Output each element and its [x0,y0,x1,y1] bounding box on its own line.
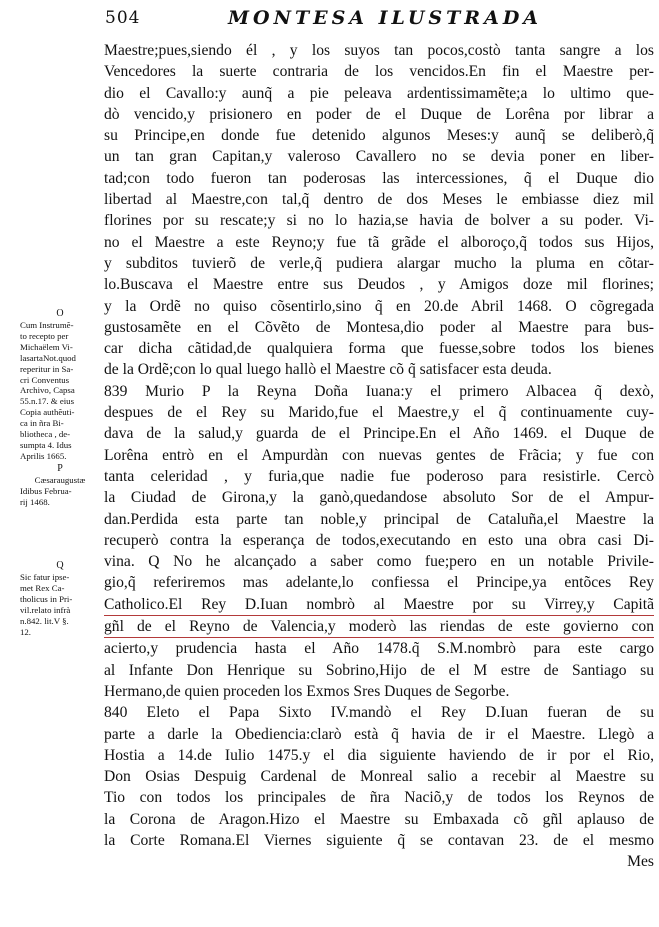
note-line: 55.n.17. & eius [20,396,75,407]
text-line: y la Ordẽ no quiso cõsentirlo,sino q̃ en 20.de Abril 1468. O cõgregada [104,297,654,315]
note-line: sumpta 4. Idus [20,439,72,450]
note-line: 12. [20,626,31,637]
text-line: dava de la salud,y guarda de el Principe.En el Año 1469. el Duque de [104,425,654,443]
text-line: acierto,y prudencia hasta el Año 1478.q̃ S.M.nombrò para este cargo [104,640,654,658]
note-line: ca in ñra Bi- [20,418,64,429]
margin-note-q [20,560,100,637]
catchword: Mes [627,853,654,871]
note-marker: O [56,308,64,319]
note-marker: Q [56,560,64,571]
note-line: Copia authẽuti- [20,407,75,418]
text-line: Don Osias Despuig Cardenal de Monreal salio a recebir al Maestre su [104,768,654,786]
text-line: parte a darle la Obediencia:clarò està q̃ havia de ir el Maestre. Llegò a [104,725,654,743]
page-number: 504 [105,8,141,28]
text-line: dio el Cavallo:y aunq̃ a pie peleava ardentissimamẽte;a lo ultimo que- [104,84,654,102]
text-line: de la Ordẽ;con lo qual luego hallò el Maestre cõ q̃ satisfacer esta deuda. [104,361,552,379]
note-line: n.842. lit.V §. [20,615,69,626]
text-line: gio,q̃ referiremos mas adelante,lo confiessa el Principe,ya entõces Rey [104,574,654,592]
text-line: la Corte Romana.El Viernes siguiente q̃ se contavan 23. de el mesmo [104,831,654,849]
text-line: car dicha cãtidad,de qualquiera forma que fuesse,sobre todos los bienes [104,340,654,358]
note-line: reperitur in Sa- [20,363,74,374]
note-marker: P [57,463,63,474]
text-line: recuperò contra la esperança de todos,executando en esto una obra casi Di- [104,531,654,549]
note-line: bliotheca , de- [20,429,71,440]
note-line: Cum Instrumẽ- [20,320,74,330]
text-line: gustosamẽte en el Cõvẽto de Montesa,dio poder al Maestre para bus- [104,318,654,336]
text-line: tanta celeridad , y furia,que nadie fue poderoso para resistirle. Cercò [104,467,654,485]
text-line: Lorêna entrò en el Ampurdàn con nuevas gentes de Frãcia; y fue con [104,446,654,464]
text-line: vina. Q No he alcançado a saber como fue;pero en un notable Privile- [104,553,654,571]
text-line: y subditos tuvierõ de verle,q̃ pudiera alargar mucho la pluma en cõtar- [104,254,654,272]
note-line: Archivo, Capsa [20,385,75,396]
page-header [0,4,659,34]
text-line: lo.Buscava el Maestre entre sus Deudos , y Amigos doze mil florines; [104,276,654,294]
text-line: 839 Murio P la Reyna Doña Iuana:y el primero Albacea q̃ dexò, [104,382,654,400]
note-line: Michaëlem Vi- [20,341,73,352]
text-line: no el Maestre a este Reyno;y fue tã grãde el alboroço,q̃ todos sus Hijos, [104,233,654,251]
note-line: met Rex Ca- [20,582,65,593]
note-line: cri Conventus [20,374,70,385]
text-line: dan.Perdida esta parte tan noble,y principal de Cataluña,el Maestre la [104,510,654,528]
text-line: 840 Eleto el Papa Sixto IV.mandò el Rey D.Iuan fueran de su [104,704,654,722]
text-line: Maestre;pues,siendo él , y los suyos tan pocos,costò tanta sangre a los [104,42,654,59]
main-text [104,40,654,873]
text-line: Tio con todos los principales de ñra Naciõ,y de todos los Reynos de [104,789,654,807]
text-line-underlined: gñl de el Reyno de Valencia,y moderò las riendas de este govierno con [104,616,654,638]
text-line: libertad al Maestre,con tal,q̃ dentro de dos Meses le embiasse diez mil [104,191,654,209]
note-line: Idibus Februa- [20,485,72,496]
running-title: MONTESA ILUSTRADA [228,7,543,29]
text-line-underlined: Catholico.El Rey D.Iuan nombrò al Maestre por su Virrey,y Capitã [104,594,654,616]
text-line: tad;con todo fueron tan poderosas las intercessiones, q̃ el Duque dio [104,169,654,187]
text-line: un tan gran Capitan,y valeroso Cavallero no se devia poner en liber- [104,148,654,166]
text-line: despues de el Rey su Marido,fue el Maestre,y el q̃ continuamente cuy- [104,404,654,422]
text-line: dò vencido,y prisionero en poder de el Duque de Lorêna por librar a [104,105,654,123]
note-line: vil.relato infrà [20,604,71,615]
margin-note-o [20,308,100,462]
note-line: Sic fatur ipse- [20,572,70,582]
note-line: Cæsaraugustæ [34,475,86,485]
text-line: Hermano,de quien proceden los Exmos Sres Duques de Segorbe. [104,682,510,700]
text-line: florines por su rescate;y si no lo hazia,se havia de bolver a su poder. Vi- [104,212,654,230]
text-line: al Infante Don Henrique su Sobrino,Hijo de el M estre de Santiago su [104,661,654,679]
text-line: Vencedores la suerte contraria de los vencidos.En fin el Maestre per- [104,63,654,81]
note-line: Aprilis 1665. [20,450,67,461]
text-line: su Principe,en donde fue detenido algunos Meses:y aunq̃ se deliberò,q̃ [104,127,654,145]
note-line: tholicus in Pri- [20,593,73,604]
margin-note-p [20,463,100,508]
note-line: rij 1468. [20,496,50,507]
note-line: lasartaNot.quod [20,352,76,363]
text-line: Hostia a 14.de Iulio 1475.y el dia siguiente haviendo de ir por el Rio, [104,746,654,764]
note-line: to recepto per [20,330,69,341]
text-line: la Corona de Aragon.Hizo el Maestre su Embaxada cõ gñl aplauso de [104,810,654,828]
text-line: la Ciudad de Girona,y la ganò,quedandose absoluto Sor de el Ampur- [104,489,654,507]
